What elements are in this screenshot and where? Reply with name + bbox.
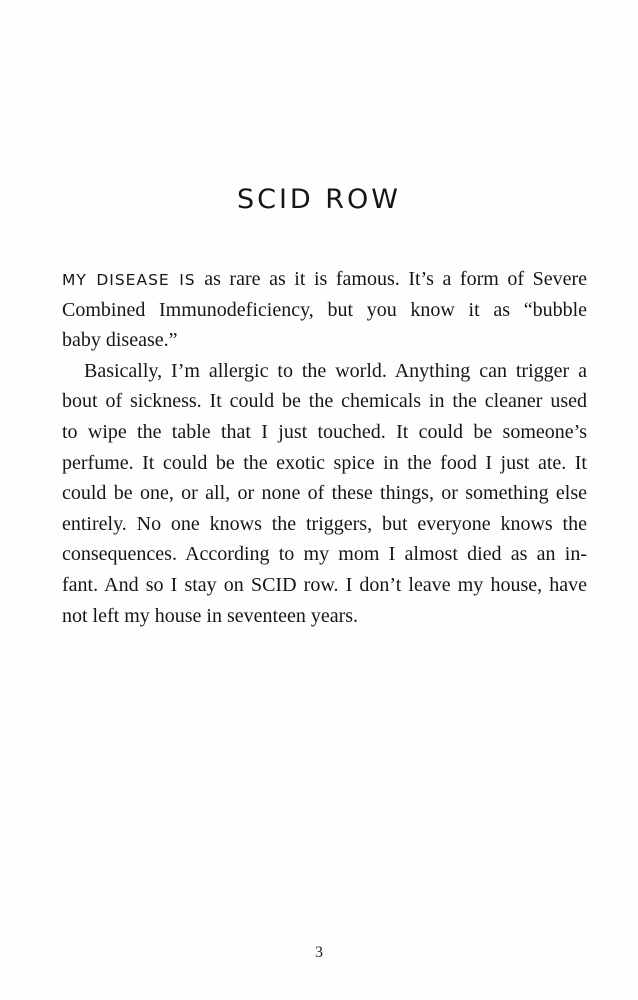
- chapter-title: SCID ROW: [236, 184, 402, 216]
- paragraph-2-line-5: could be one, or all, or none of these things, or something else: [62, 482, 587, 505]
- paragraph-2-line-8: fant. And so I stay on SCID row. I don’t leave my house, have: [62, 573, 587, 596]
- paragraph-2-line-7: consequences. According to my mom I almost died as an in-: [62, 543, 587, 566]
- page-number: 3: [315, 944, 323, 961]
- paragraph-2-line-4: perfume. It could be the exotic spice in the food I just ate. It: [62, 451, 587, 474]
- lead-in-smallcaps: MY DISEASE IS: [62, 271, 196, 289]
- paragraph-1-line-1: [62, 264, 587, 295]
- chapter-body: [62, 264, 587, 631]
- paragraph-2-line-1: Basically, I’m allergic to the world. Anything can trigger a: [84, 359, 587, 382]
- paragraph-1-line-2: Combined Immunodeficiency, but you know it as “bubble: [62, 298, 587, 321]
- paragraph-2-line-3: to wipe the table that I just touched. It could be someone’s: [62, 420, 587, 443]
- paragraph-2-line-9: not left my house in seventeen years.: [62, 604, 359, 627]
- line-text: as rare as it is famous. It’s a form of Severe: [195, 268, 588, 290]
- paragraph-2-line-6: entirely. No one knows the triggers, but everyone knows the: [62, 512, 587, 535]
- paragraph-2-line-2: bout of sickness. It could be the chemicals in the cleaner used: [62, 390, 587, 413]
- paragraph-1-line-3: baby disease.”: [62, 329, 178, 352]
